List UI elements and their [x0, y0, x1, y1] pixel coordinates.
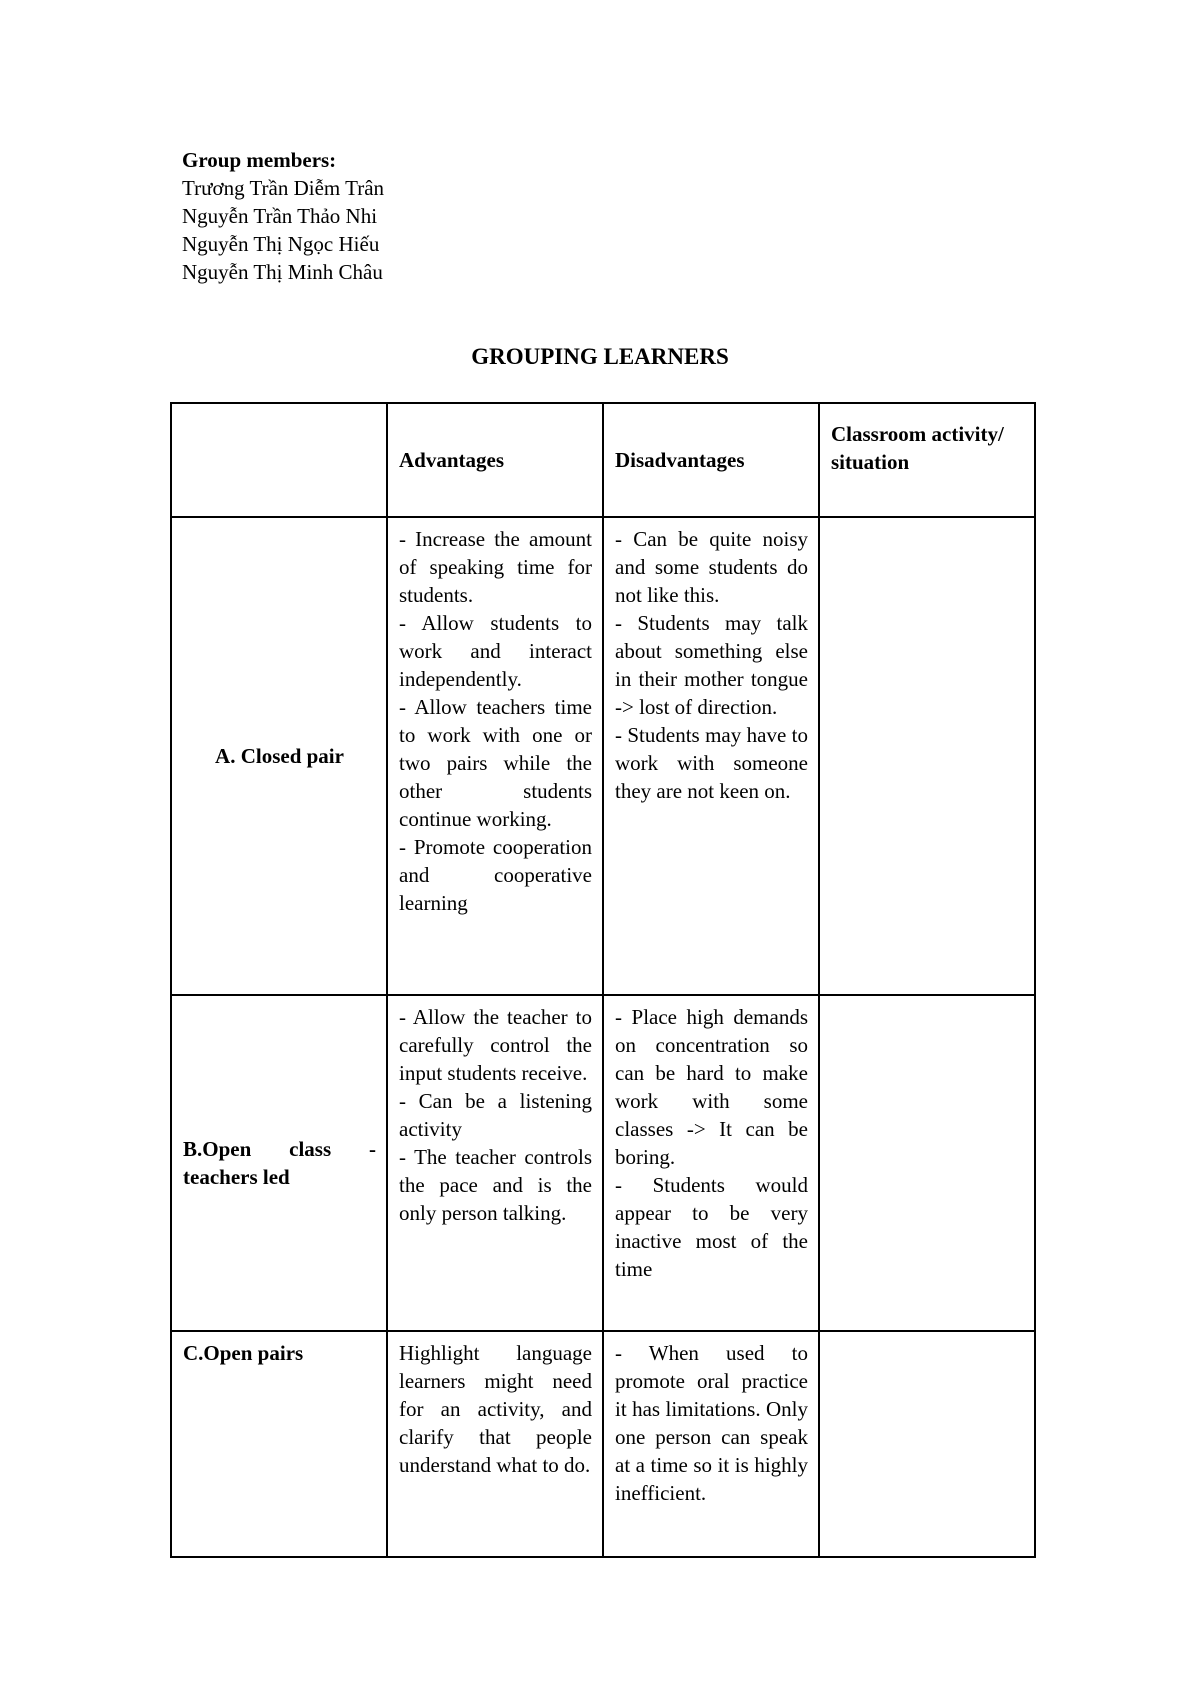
member-name: Nguyễn Trần Thảo Nhi [182, 204, 378, 228]
advantages-cell [387, 995, 603, 1331]
disadvantage-item: - Students would appear to be very inactive most of the time [615, 1173, 808, 1281]
disadvantages-cell [603, 1331, 819, 1557]
disadvantage-item: - When used to promote oral practice it has limitations. Only one person can speak at a time so it is highly inefficient. [615, 1341, 808, 1505]
advantage-item: - Allow teachers time to work with one or two pairs while the other students continue working. [399, 695, 592, 831]
grouping-table [170, 402, 1036, 1558]
member-name: Trương Trần Diễm Trân [182, 176, 385, 200]
disadvantage-item: - Students may talk about something else in their mother tongue -> lost of direction. [615, 611, 808, 719]
advantage-item: Highlight language learners might need for an activity, and clarify that people understand what to do. [399, 1341, 592, 1477]
header-disadvantages: Disadvantages [603, 403, 819, 517]
header-advantages: Advantages [387, 403, 603, 517]
header-empty-cell [171, 403, 387, 517]
advantage-item: - Promote cooperation and cooperative learning [399, 835, 592, 915]
advantage-item: - Increase the amount of speaking time for students. [399, 527, 592, 607]
row-label-closed-pair: A. Closed pair [171, 517, 387, 995]
document-title: GROUPING LEARNERS [471, 344, 729, 369]
disadvantages-cell [603, 517, 819, 995]
advantages-cell [387, 517, 603, 995]
table-row [171, 1331, 1035, 1557]
advantage-item: - The teacher controls the pace and is the only person talking. [399, 1145, 592, 1225]
header-classroom-activity: Classroom activity/ situation [819, 403, 1035, 517]
table-header-row [171, 403, 1035, 517]
advantage-item: - Can be a listening activity [399, 1089, 592, 1141]
row-label-open-class: B.Open class - teachers led [171, 995, 387, 1331]
member-name: Nguyễn Thị Minh Châu [182, 260, 383, 284]
activity-cell [819, 517, 1035, 995]
table-row [171, 517, 1035, 995]
advantages-cell [387, 1331, 603, 1557]
activity-cell [819, 995, 1035, 1331]
disadvantage-item: - Place high demands on concentration so can be hard to make work with some classes -> It can be boring. [615, 1005, 808, 1169]
disadvantage-item: - Can be quite noisy and some students do not like this. [615, 527, 808, 607]
advantage-item: - Allow the teacher to carefully control the input students receive. [399, 1005, 592, 1085]
table-row [171, 995, 1035, 1331]
disadvantages-cell [603, 995, 819, 1331]
advantage-item: - Allow students to work and interact independently. [399, 611, 592, 691]
activity-cell [819, 1331, 1035, 1557]
group-members-label: Group members: [182, 148, 337, 172]
member-name: Nguyễn Thị Ngọc Hiếu [182, 232, 380, 256]
row-label-open-pairs: C.Open pairs [171, 1331, 387, 1557]
disadvantage-item: - Students may have to work with someone they are not keen on. [615, 723, 808, 803]
group-members-block [182, 146, 384, 286]
